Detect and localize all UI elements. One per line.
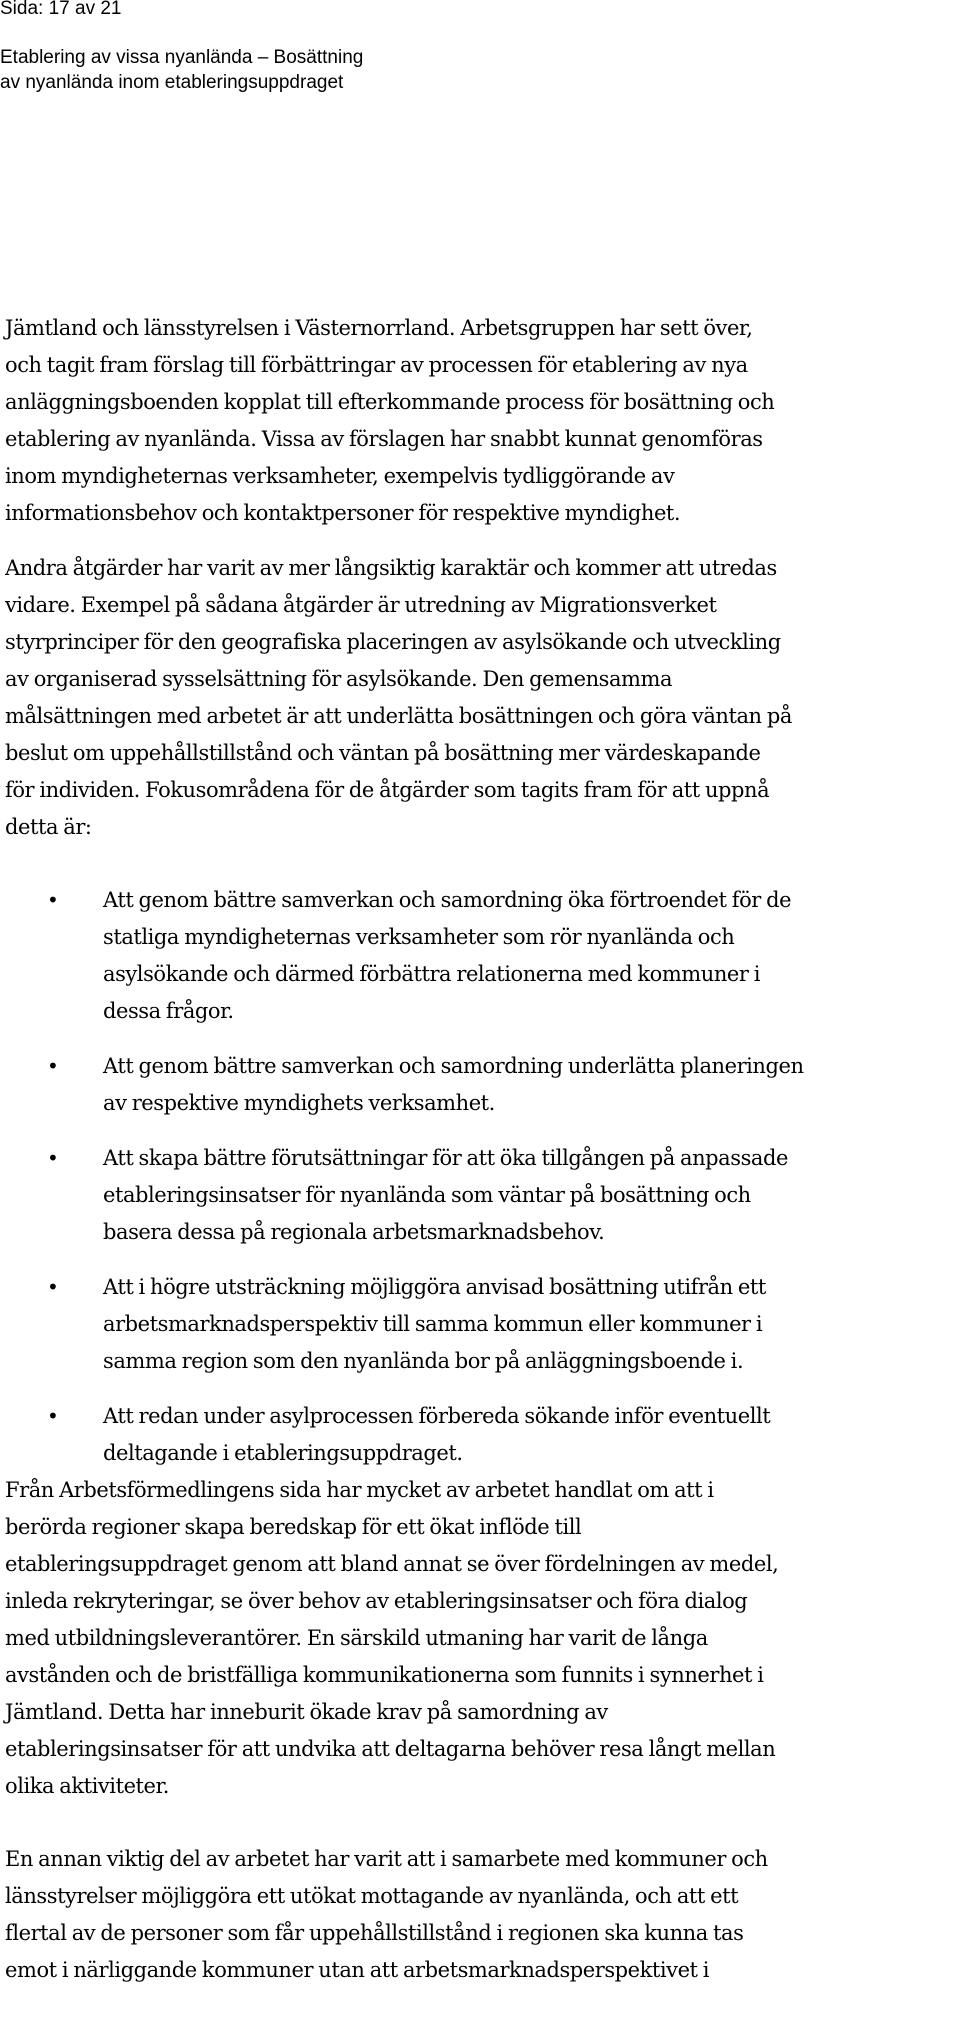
list-item-line: statliga myndigheternas verksamheter som rör nyanlända och [103, 925, 735, 949]
list-item [5, 882, 955, 1030]
paragraph-3 [5, 1472, 955, 1805]
paragraph-line: styrprinciper för den geografiska placeringen av asylsökande och utveckling [5, 630, 781, 654]
bullet-icon: • [47, 1275, 59, 1299]
paragraph-line: informationsbehov och kontaktpersoner för respektive myndighet. [5, 501, 681, 525]
paragraph-line: flertal av de personer som får uppehållstillstånd i regionen ska kunna tas [5, 1921, 744, 1945]
list-item [5, 1269, 955, 1380]
list-item-line: Att i högre utsträckning möjliggöra anvisad bosättning utifrån ett [103, 1275, 766, 1299]
body-text [5, 310, 955, 1989]
list-item-line: deltagande i etableringsuppdraget. [103, 1441, 463, 1465]
paragraph-line: beslut om uppehållstillstånd och väntan på bosättning mer värdeskapande [5, 741, 761, 765]
paragraph-line: målsättningen med arbetet är att underlätta bosättningen och göra väntan på [5, 704, 792, 728]
paragraph-line: länsstyrelser möjliggöra ett utökat mottagande av nyanlända, och att ett [5, 1884, 739, 1908]
bullet-icon: • [47, 1146, 59, 1170]
bullet-icon: • [47, 888, 59, 912]
list-item-line: dessa frågor. [103, 999, 234, 1023]
paragraph-spacer [5, 1805, 955, 1841]
list-item-line: av respektive myndighets verksamhet. [103, 1091, 495, 1115]
bullet-icon: • [47, 1054, 59, 1078]
document-title [0, 45, 363, 95]
paragraph-line: Jämtland. Detta har inneburit ökade krav på samordning av [5, 1700, 608, 1724]
paragraph-line: avstånden och de bristfälliga kommunikationerna som funnits i synnerhet i [5, 1663, 764, 1687]
list-item-line: arbetsmarknadsperspektiv till samma kommun eller kommuner i [103, 1312, 763, 1336]
bullet-icon: • [47, 1404, 59, 1428]
list-item-line: Att redan under asylprocessen förbereda sökande inför eventuellt [103, 1404, 771, 1428]
paragraph-line: av organiserad sysselsättning för asylsökande. Den gemensamma [5, 667, 673, 691]
list-item [5, 1398, 955, 1472]
paragraph-line: vidare. Exempel på sådana åtgärder är utredning av Migrationsverket [5, 593, 717, 617]
paragraph-spacer [5, 532, 955, 550]
paragraph-line: inleda rekryteringar, se över behov av etableringsinsatser och föra dialog [5, 1589, 748, 1613]
paragraph-line: och tagit fram förslag till förbättringar av processen för etablering av nya [5, 353, 748, 377]
paragraph-spacer [5, 846, 955, 882]
paragraph-line: med utbildningsleverantörer. En särskild utmaning har varit de långa [5, 1626, 708, 1650]
paragraph-line: etablering av nyanlända. Vissa av förslagen har snabbt kunnat genomföras [5, 427, 763, 451]
paragraph-1 [5, 310, 955, 532]
paragraph-line: emot i närliggande kommuner utan att arbetsmarknadsperspektivet i [5, 1958, 710, 1982]
paragraph-line: anläggningsboenden kopplat till efterkommande process för bosättning och [5, 390, 775, 414]
list-item-line: Att skapa bättre förutsättningar för att öka tillgången på anpassade [103, 1146, 788, 1170]
paragraph-line: Jämtland och länsstyrelsen i Västernorrland. Arbetsgruppen har sett över, [5, 316, 753, 340]
paragraph-line: inom myndigheternas verksamheter, exempelvis tydliggörande av [5, 464, 675, 488]
paragraph-line: berörda regioner skapa beredskap för ett ökat inflöde till [5, 1515, 582, 1539]
list-item-line: etableringsinsatser för nyanlända som väntar på bosättning och [103, 1183, 751, 1207]
paragraph-2 [5, 550, 955, 846]
paragraph-line: för individen. Fokusområdena för de åtgärder som tagits fram för att uppnå [5, 778, 770, 802]
document-title-line-2: av nyanlända inom etableringsuppdraget [0, 72, 344, 93]
page-number: Sida: 17 av 21 [0, 0, 122, 19]
paragraph-line: Andra åtgärder har varit av mer långsiktig karaktär och kommer att utredas [5, 556, 777, 580]
list-item [5, 1140, 955, 1251]
list-item-line: samma region som den nyanlända bor på anläggningsboende i. [103, 1349, 744, 1373]
list-item-line: Att genom bättre samverkan och samordning underlätta planeringen [103, 1054, 804, 1078]
list-item [5, 1048, 955, 1122]
list-item-line: basera dessa på regionala arbetsmarknadsbehov. [103, 1220, 605, 1244]
document-title-line-1: Etablering av vissa nyanlända – Bosättning [0, 47, 364, 68]
paragraph-line: etableringsinsatser för att undvika att deltagarna behöver resa långt mellan [5, 1737, 776, 1761]
list-item-line: Att genom bättre samverkan och samordning öka förtroendet för de [103, 888, 792, 912]
paragraph-line: olika aktiviteter. [5, 1774, 170, 1798]
paragraph-4 [5, 1841, 955, 1989]
page-header [0, 0, 363, 95]
paragraph-line: etableringsuppdraget genom att bland annat se över fördelningen av medel, [5, 1552, 779, 1576]
paragraph-line: Från Arbetsförmedlingens sida har mycket av arbetet handlat om att i [5, 1478, 714, 1502]
list-item-line: asylsökande och därmed förbättra relationerna med kommuner i [103, 962, 760, 986]
bullet-list [5, 882, 955, 1472]
paragraph-line: detta är: [5, 815, 92, 839]
paragraph-line: En annan viktig del av arbetet har varit att i samarbete med kommuner och [5, 1847, 768, 1871]
